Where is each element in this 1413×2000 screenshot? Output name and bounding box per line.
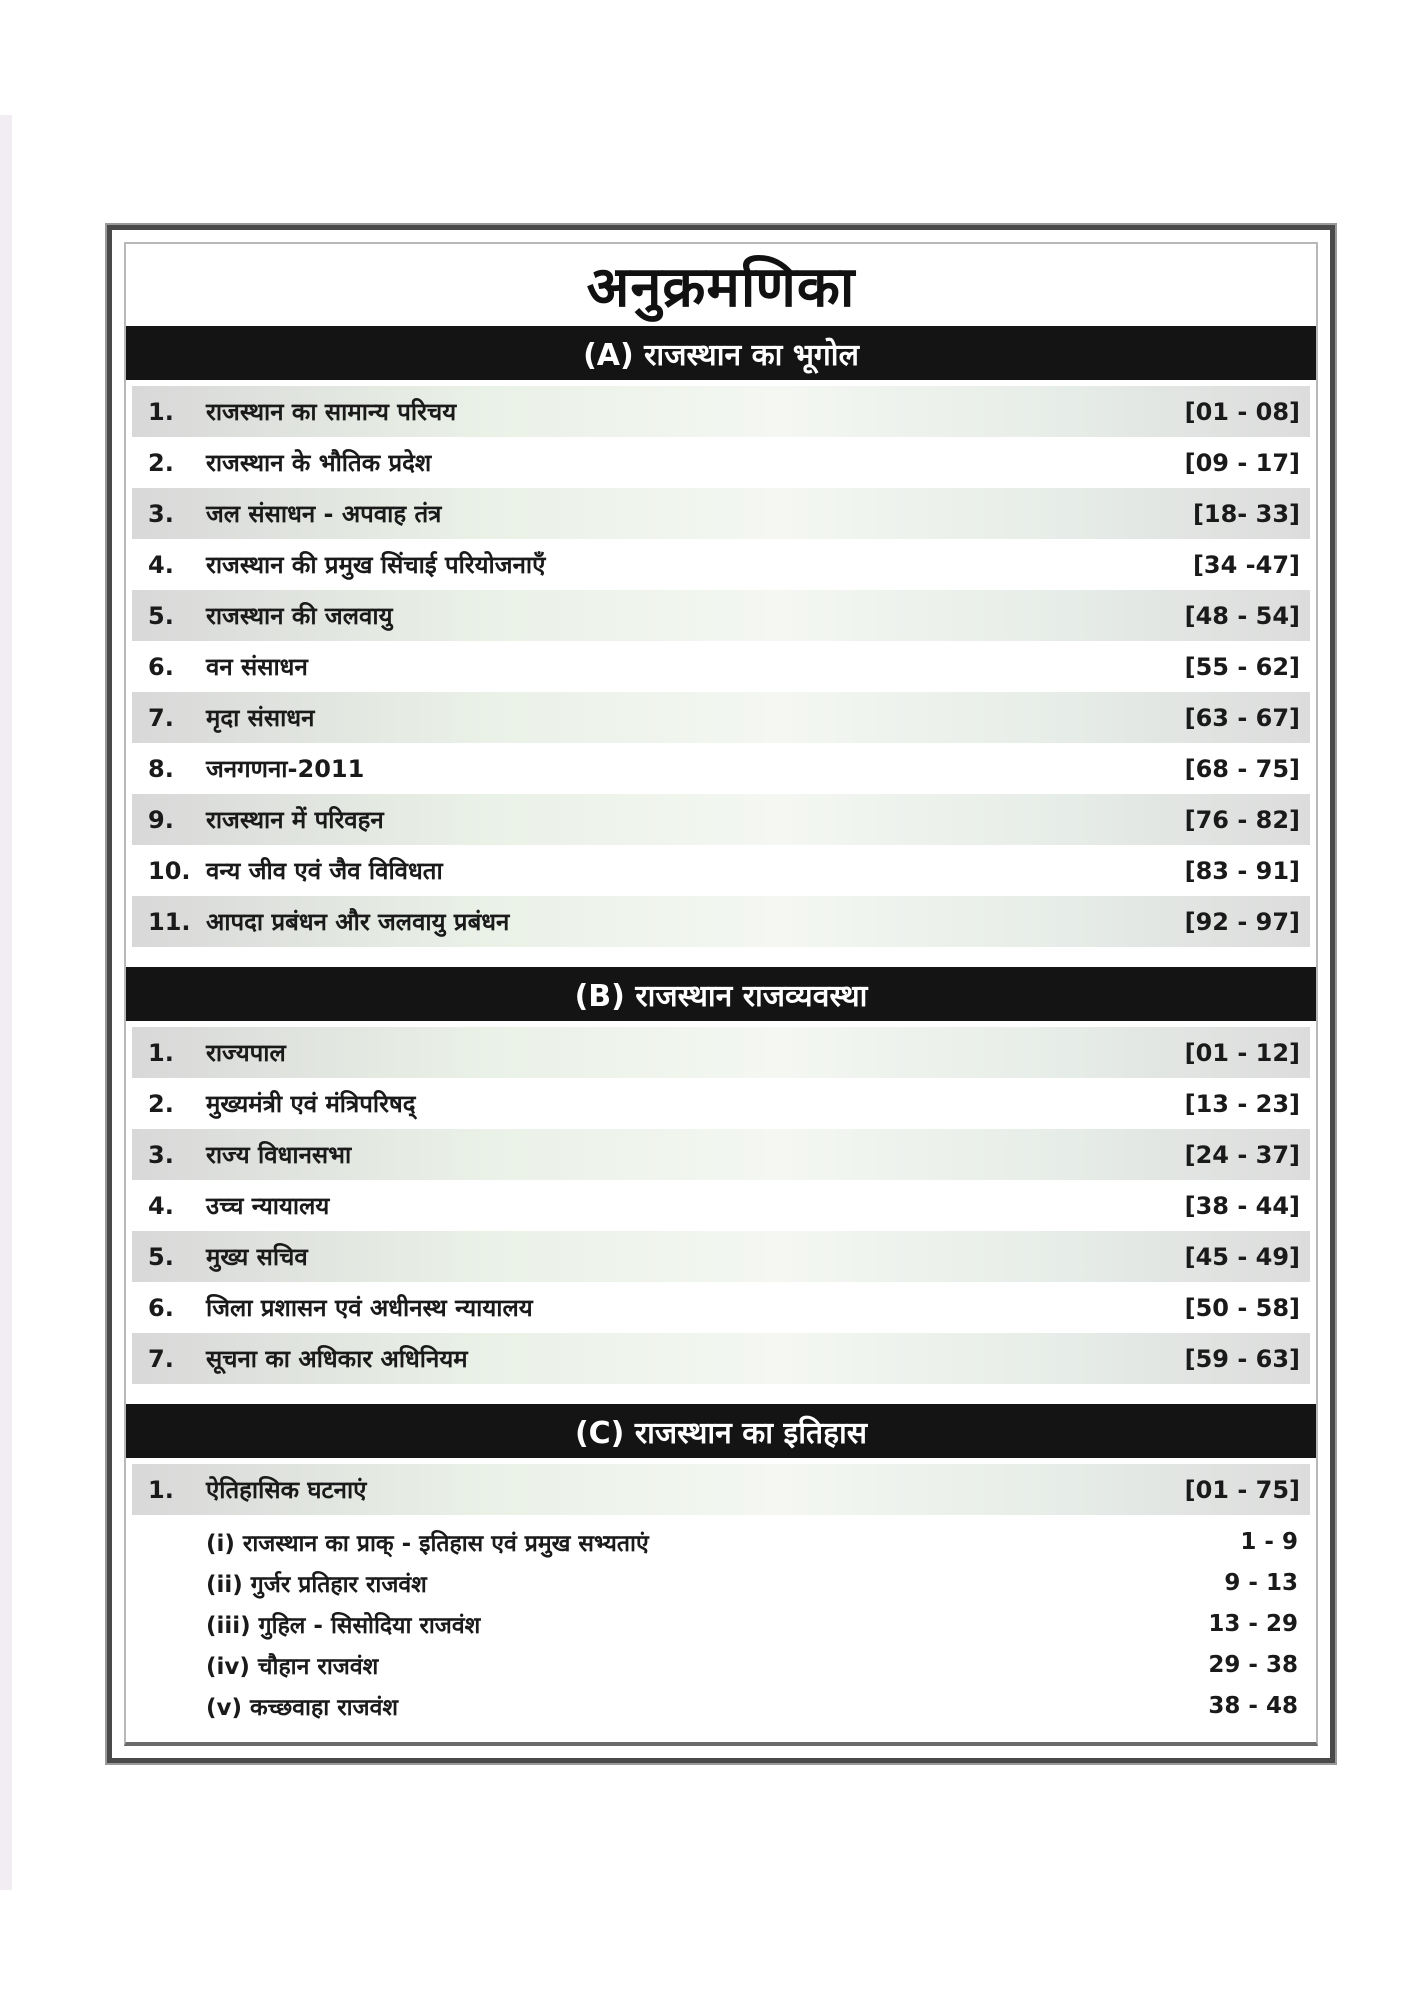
toc-number: 6. <box>148 652 174 681</box>
toc-title: वन्य जीव एवं जैव विविधता <box>206 857 443 885</box>
toc-pages: [48 - 54] <box>1184 601 1300 630</box>
toc-pages: [68 - 75] <box>1184 754 1300 783</box>
toc-number: 5. <box>148 601 174 630</box>
toc-title: मुख्य सचिव <box>206 1243 308 1271</box>
toc-subpages: 13 - 29 <box>1208 1610 1298 1637</box>
toc-number: 1. <box>148 1475 174 1504</box>
toc-row[interactable] <box>132 1464 1310 1515</box>
toc-pages: [01 - 12] <box>1184 1038 1300 1067</box>
index-inner-border <box>124 242 1318 1746</box>
toc-row[interactable] <box>132 1180 1310 1231</box>
section-sublist-history <box>126 1519 1316 1726</box>
toc-row[interactable] <box>132 1231 1310 1282</box>
toc-row[interactable] <box>132 590 1310 641</box>
toc-row[interactable] <box>132 641 1310 692</box>
toc-number: 3. <box>148 1140 174 1169</box>
toc-title: जिला प्रशासन एवं अधीनस्थ न्यायालय <box>206 1294 533 1322</box>
toc-number: 2. <box>148 448 174 477</box>
toc-pages: [92 - 97] <box>1184 907 1300 936</box>
toc-title: जल संसाधन - अपवाह तंत्र <box>206 500 442 528</box>
toc-number: 6. <box>148 1293 174 1322</box>
toc-subrow[interactable] <box>132 1644 1310 1685</box>
toc-title: राज्यपाल <box>206 1039 286 1067</box>
section-list-history <box>126 1458 1316 1519</box>
toc-number: 10. <box>148 856 191 885</box>
toc-title: राजस्थान की प्रमुख सिंचाई परियोजनाएँ <box>206 551 546 579</box>
toc-pages: [24 - 37] <box>1184 1140 1300 1169</box>
toc-title: राजस्थान के भौतिक प्रदेश <box>206 449 432 477</box>
toc-number: 9. <box>148 805 174 834</box>
toc-subtitle: (iii) गुहिल - सिसोदिया राजवंश <box>206 1612 481 1639</box>
toc-row[interactable] <box>132 488 1310 539</box>
toc-title: आपदा प्रबंधन और जलवायु प्रबंधन <box>206 908 510 936</box>
toc-pages: [50 - 58] <box>1184 1293 1300 1322</box>
toc-pages: [38 - 44] <box>1184 1191 1300 1220</box>
toc-number: 11. <box>148 907 191 936</box>
toc-pages: [55 - 62] <box>1184 652 1300 681</box>
toc-title: राजस्थान का सामान्य परिचय <box>206 398 457 426</box>
toc-title: राजस्थान में परिवहन <box>206 806 384 834</box>
page-title: अनुक्रमणिका <box>586 255 856 320</box>
toc-row[interactable] <box>132 539 1310 590</box>
toc-title: राजस्थान की जलवायु <box>206 602 393 630</box>
toc-row[interactable] <box>132 1027 1310 1078</box>
toc-subrow[interactable] <box>132 1562 1310 1603</box>
toc-title: राज्य विधानसभा <box>206 1141 352 1169</box>
toc-row[interactable] <box>132 1129 1310 1180</box>
toc-pages: [45 - 49] <box>1184 1242 1300 1271</box>
toc-title: जनगणना-2011 <box>206 755 365 783</box>
toc-subpages: 29 - 38 <box>1208 1651 1298 1678</box>
toc-number: 1. <box>148 1038 174 1067</box>
toc-title: वन संसाधन <box>206 653 308 681</box>
toc-pages: [09 - 17] <box>1184 448 1300 477</box>
toc-title: उच्च न्यायालय <box>206 1192 330 1220</box>
section-list-polity <box>126 1021 1316 1388</box>
toc-row[interactable] <box>132 794 1310 845</box>
toc-number: 7. <box>148 703 174 732</box>
section-header-history: (C) राजस्थान का इतिहास <box>126 1404 1316 1458</box>
toc-row[interactable] <box>132 692 1310 743</box>
section-header-polity: (B) राजस्थान राजव्यवस्था <box>126 967 1316 1021</box>
toc-row[interactable] <box>132 437 1310 488</box>
toc-subrow[interactable] <box>132 1603 1310 1644</box>
toc-subpages: 9 - 13 <box>1224 1569 1298 1596</box>
toc-pages: [76 - 82] <box>1184 805 1300 834</box>
index-frame <box>107 225 1335 1763</box>
toc-row[interactable] <box>132 386 1310 437</box>
toc-subtitle: (v) कच्छवाहा राजवंश <box>206 1694 399 1721</box>
toc-number: 8. <box>148 754 174 783</box>
toc-number: 4. <box>148 550 174 579</box>
toc-pages: [83 - 91] <box>1184 856 1300 885</box>
toc-pages: [18- 33] <box>1192 499 1300 528</box>
toc-row[interactable] <box>132 743 1310 794</box>
toc-title: मृदा संसाधन <box>206 704 315 732</box>
section-list-geography <box>126 380 1316 951</box>
toc-pages: [13 - 23] <box>1184 1089 1300 1118</box>
toc-pages: [63 - 67] <box>1184 703 1300 732</box>
toc-number: 1. <box>148 397 174 426</box>
toc-title: ऐतिहासिक घटनाएं <box>206 1476 367 1504</box>
toc-title: मुख्यमंत्री एवं मंत्रिपरिषद् <box>206 1090 416 1118</box>
page-edge-strip <box>0 115 12 1890</box>
toc-row[interactable] <box>132 1078 1310 1129</box>
toc-number: 3. <box>148 499 174 528</box>
toc-subrow[interactable] <box>132 1685 1310 1726</box>
toc-row[interactable] <box>132 1333 1310 1384</box>
toc-subrow[interactable] <box>132 1521 1310 1562</box>
toc-row[interactable] <box>132 845 1310 896</box>
toc-pages: [59 - 63] <box>1184 1344 1300 1373</box>
toc-subpages: 1 - 9 <box>1240 1528 1298 1555</box>
toc-pages: [01 - 75] <box>1184 1475 1300 1504</box>
toc-subtitle: (i) राजस्थान का प्राक् - इतिहास एवं प्रमुख सभ्यताएं <box>206 1530 649 1557</box>
toc-number: 5. <box>148 1242 174 1271</box>
toc-subpages: 38 - 48 <box>1208 1692 1298 1719</box>
toc-subtitle: (iv) चौहान राजवंश <box>206 1653 379 1680</box>
toc-number: 7. <box>148 1344 174 1373</box>
toc-title: सूचना का अधिकार अधिनियम <box>206 1345 468 1373</box>
toc-pages: [01 - 08] <box>1184 397 1300 426</box>
toc-row[interactable] <box>132 896 1310 947</box>
toc-number: 4. <box>148 1191 174 1220</box>
toc-pages: [34 -47] <box>1192 550 1300 579</box>
toc-number: 2. <box>148 1089 174 1118</box>
toc-subtitle: (ii) गुर्जर प्रतिहार राजवंश <box>206 1571 427 1598</box>
toc-row[interactable] <box>132 1282 1310 1333</box>
section-header-geography: (A) राजस्थान का भूगोल <box>126 326 1316 380</box>
